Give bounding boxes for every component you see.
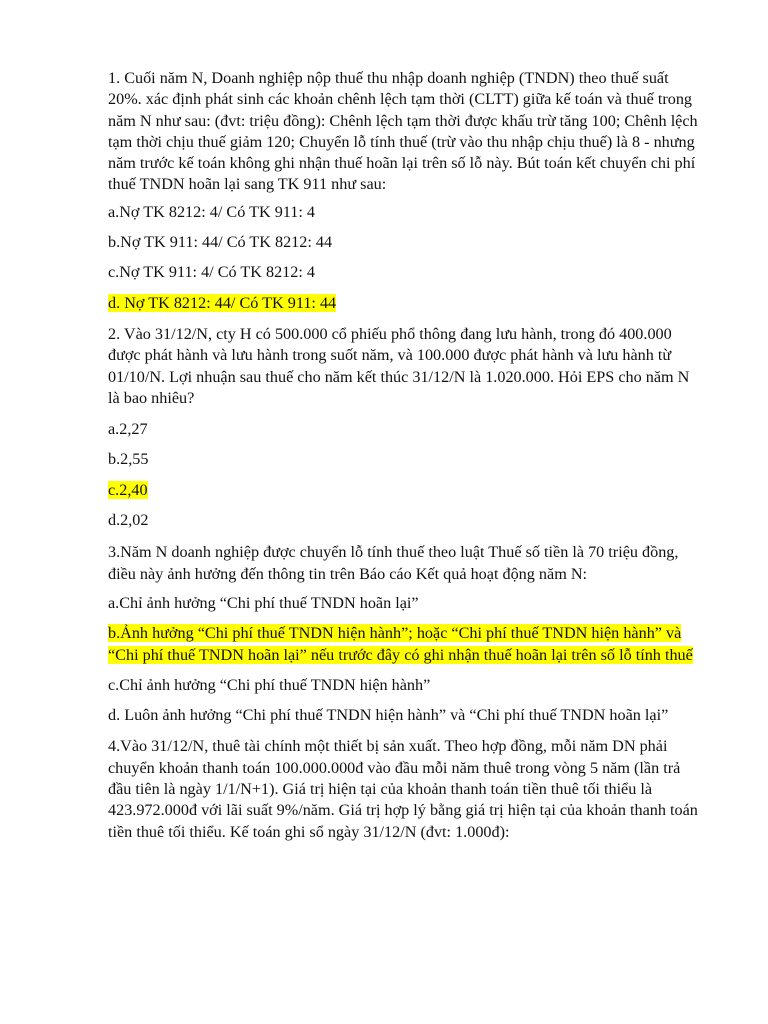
question-3-option-c[interactable]: c.Chỉ ảnh hưởng “Chi phí thuế TNDN hiện hành”: [108, 675, 431, 694]
question-2-stem: 2. Vào 31/12/N, cty H có 500.000 cổ phiếu phổ thông đang lưu hành, trong đó 400.000 được phát hành và lưu hành trong suốt năm, và 100.000 được phát hành và lưu hành từ 01/10/N. Lợi nhuận sau thuế cho năm kết thúc 31/12/N là 1.020.000. Hỏi EPS cho năm N là bao nhiêu?: [108, 324, 690, 407]
question-1-option-d-highlighted[interactable]: d. Nợ TK 8212: 44/ Có TK 911: 44: [108, 293, 337, 312]
question-1-option-a[interactable]: a.Nợ TK 8212: 4/ Có TK 911: 4: [108, 202, 316, 221]
question-2-option-c-wrap: [108, 480, 698, 501]
question-3-option-b-highlighted[interactable]: b.Ảnh hưởng “Chi phí thuế TNDN hiện hành”; hoặc “Chi phí thuế TNDN hiện hành” và “Chi phí thuế TNDN hoãn lại” nếu trước đây có ghi nhận thuế hoãn lại trên số lỗ tính thuế: [108, 624, 693, 664]
question-2-option-a[interactable]: a.2,27: [108, 420, 148, 439]
question-2-option-d[interactable]: d.2,02: [108, 511, 149, 530]
question-1-option-d-wrap: [108, 293, 698, 314]
question-1-option-b[interactable]: b.Nợ TK 911: 44/ Có TK 8212: 44: [108, 233, 333, 252]
question-2-option-b[interactable]: b.2,55: [108, 450, 149, 469]
question-3-option-b-wrap: [108, 623, 698, 666]
question-3-option-a[interactable]: a.Chỉ ảnh hưởng “Chi phí thuế TNDN hoãn lại”: [108, 593, 419, 612]
question-4-stem: 4.Vào 31/12/N, thuê tài chính một thiết bị sản xuất. Theo hợp đồng, mỗi năm DN phải chuyển khoản thanh toán 100.000.000đ vào đầu mỗi năm thuê trong vòng 5 năm (lần trả đầu tiên là ngày 1/1/N+1). Giá trị hiện tại của khoản thanh toán tiền thuê tối thiểu là 423.972.000đ với lãi suất 9%/năm. Giá trị hợp lý bằng giá trị hiện tại của khoản thanh toán tiền thuê tối thiểu. Kế toán ghi sổ ngày 31/12/N (đvt: 1.000đ):: [108, 737, 698, 841]
question-1-stem: 1. Cuối năm N, Doanh nghiệp nộp thuế thu nhập doanh nghiệp (TNDN) theo thuế suất 20%. xác định phát sinh các khoản chênh lệch tạm thời (CLTT) giữa kế toán và thuế trong năm N như sau: (đvt: triệu đồng): Chênh lệch tạm thời được khấu trừ tăng 100; Chênh lệch tạm thời chịu thuế giảm 120; Chuyển lỗ tính thuế (trừ vào thu nhập chịu thuế) là 8 - nhưng năm trước kế toán không ghi nhận thuế hoãn lại trên số lỗ này. Bút toán kết chuyển chi phí thuế TNDN hoãn lại sang TK 911 như sau:: [108, 69, 698, 194]
question-2-option-c-highlighted[interactable]: c.2,40: [108, 480, 148, 499]
question-3-stem: 3.Năm N doanh nghiệp được chuyển lỗ tính thuế theo luật Thuế số tiền là 70 triệu đồng, điều này ảnh hưởng đến thông tin trên Báo cáo Kết quả hoạt động năm N:: [108, 543, 679, 583]
question-3-option-d[interactable]: d. Luôn ảnh hưởng “Chi phí thuế TNDN hiện hành” và “Chi phí thuế TNDN hoãn lại”: [108, 706, 669, 725]
document-page: [108, 68, 698, 843]
question-1-option-c[interactable]: c.Nợ TK 911: 4/ Có TK 8212: 4: [108, 263, 316, 282]
